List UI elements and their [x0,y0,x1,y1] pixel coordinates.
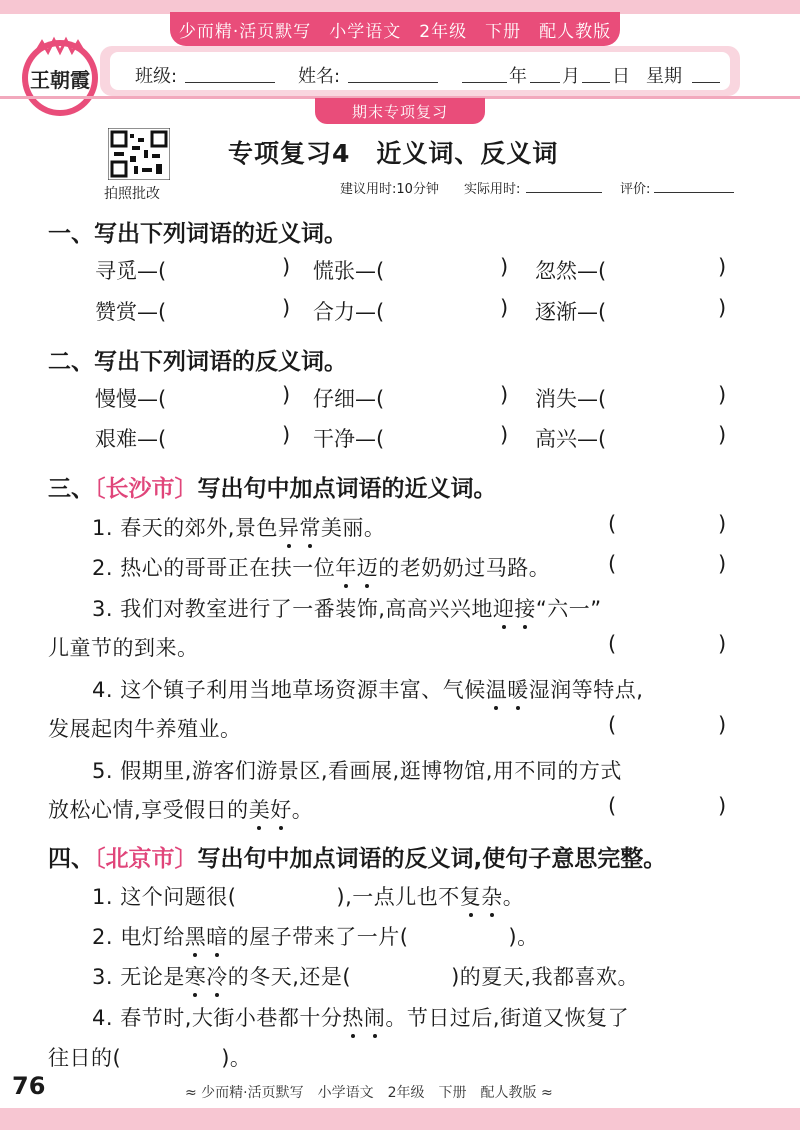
section-tab: 期末专项复习 [315,98,485,124]
page-title: 专项复习4 近义词、反义词 [228,139,559,168]
dotted-char: 接 [514,597,536,621]
section-4-prefix: 四、 [48,846,94,872]
dotted-char: 冷 [206,965,228,989]
class-label: 班级: [135,66,178,87]
s1-answer-close[interactable]: ) [500,296,509,320]
s3-answer-open[interactable]: ( [608,713,617,737]
section-1-title: 一、写出下列词语的近义词。 [48,221,347,247]
dotted-char: 异 [277,516,300,540]
s1-word: 逐渐—( [535,300,607,324]
dotted-word [493,597,536,621]
dotted-char: 热 [342,1006,364,1030]
s1-word: 赞赏—( [95,300,167,324]
class-field[interactable] [185,62,275,83]
s3-answer-open[interactable]: ( [608,794,617,818]
item-text: 放松心情,享受假日的 [48,798,249,822]
dotted-char: 温 [485,678,508,702]
name-field[interactable] [348,62,438,83]
section-3-instruction: 写出句中加点词语的近义词。 [197,476,497,502]
section-3-title [48,470,497,503]
rating-label: 评价: [620,182,651,197]
s4-item-2 [92,921,539,951]
dotted-word [249,798,292,822]
dotted-char: 迈 [356,556,379,580]
item-text: ),一点儿也不 [336,885,460,909]
weekday-field[interactable] [692,62,720,83]
dotted-char: 美 [248,798,271,822]
s3-answer-close[interactable]: ) [718,512,727,536]
s2-word: 高兴—( [535,427,607,451]
brand-logo [18,34,102,118]
item-text: 4. 春节时,大街小巷都十分 [92,1006,343,1030]
section-4-instruction: 写出句中加点词语的反义词,使句子意思完整。 [197,846,667,872]
item-text: 2. 电灯给 [92,925,185,949]
dotted-word [486,678,529,702]
s3-answer-open[interactable]: ( [608,512,617,536]
s2-word: 消失—( [535,387,607,411]
s1-answer-close[interactable]: ) [718,296,727,320]
qr-caption: 拍照批改 [104,186,160,202]
s2-answer-close[interactable]: ) [500,383,509,407]
section-4-title [48,840,666,873]
item-text: 的老奶奶过马路。 [378,556,551,580]
s1-answer-close[interactable]: ) [282,255,291,279]
s2-word: 慢慢—( [95,387,167,411]
item-text: 美丽。 [320,516,386,540]
dotted-char: 寒 [184,965,207,989]
item-text: )。 [221,1046,252,1070]
item-text: 1. 这个问题很( [92,885,237,909]
s4-item-1 [92,881,524,911]
actual-time-field[interactable] [526,178,602,193]
item-text: “六一” [535,597,602,621]
item-text: 。 [502,885,525,909]
month-field[interactable] [530,62,560,83]
dotted-word [460,885,503,909]
qr-code-icon[interactable] [108,128,170,180]
item-text: 4. 这个镇子利用当地草场资源丰富、气候 [92,678,486,702]
dotted-char: 杂 [481,885,503,909]
item-text: 的屋子带来了一片( [227,925,409,949]
page-number: 76 [12,1072,46,1100]
s1-answer-close[interactable]: ) [718,255,727,279]
section-3-prefix: 三、 [48,476,94,502]
s2-answer-close[interactable]: ) [282,383,291,407]
bottom-decor-band [0,1108,800,1130]
s4-item-3 [92,961,639,991]
item-text: 往日的( [48,1046,122,1070]
s3-item-3-cont: 儿童节的到来。 [48,636,199,660]
section-4-region-tag: 〔北京市〕 [94,846,198,872]
dotted-word [185,925,228,949]
s3-item-4-cont: 发展起肉牛养殖业。 [48,717,242,741]
s3-answer-close[interactable]: ) [718,552,727,576]
dotted-char: 常 [299,516,321,540]
month-label: 月 [562,66,580,87]
item-text: )。 [508,925,539,949]
weekday-label: 星期 [646,66,682,87]
dotted-char: 年 [335,556,357,580]
year-field[interactable] [462,62,507,83]
s1-answer-close[interactable]: ) [500,255,509,279]
dotted-word [278,516,321,540]
s3-answer-open[interactable]: ( [608,552,617,576]
item-text: 湿润等特点, [528,678,644,702]
day-field[interactable] [582,62,610,83]
dotted-word [342,1006,385,1030]
s1-word: 忽然—( [535,259,607,283]
item-text: )的夏天,我都喜欢。 [451,965,639,989]
brand-name: 王朝霞 [30,68,90,92]
s3-answer-close[interactable]: ) [718,794,727,818]
s3-item-2 [92,552,550,582]
s1-word: 慌张—( [313,259,385,283]
rating-field[interactable] [654,178,734,193]
s2-word: 干净—( [313,427,385,451]
item-text: 1. 春天的郊外,景色 [92,516,278,540]
section-2-title: 二、写出下列词语的反义词。 [48,349,347,375]
dotted-char: 复 [459,885,482,909]
s3-item-5: 5. 假期里,游客们游景区,看画展,逛博物馆,用不同的方式 [92,759,622,783]
dotted-word [335,556,378,580]
s2-answer-close[interactable]: ) [282,423,291,447]
s2-word: 艰难—( [95,427,167,451]
s3-item-4 [92,674,643,704]
s3-item-1 [92,512,385,542]
item-text: 的冬天,还是( [227,965,352,989]
s3-item-3 [92,593,602,623]
s4-item-4 [92,1002,629,1032]
suggested-time: 建议用时:10分钟 [340,182,439,197]
s4-item-4-cont [48,1042,251,1072]
s3-item-5-cont [48,794,313,824]
dotted-word [185,965,228,989]
dotted-char: 闹 [363,1006,386,1030]
dotted-char: 迎 [492,597,515,621]
s1-word: 合力—( [313,300,385,324]
item-text: 。 [291,798,314,822]
s1-word: 寻觅—( [95,259,167,283]
day-label: 日 [612,66,630,87]
dotted-char: 暗 [206,925,228,949]
actual-time-label: 实际用时: [464,182,521,197]
item-text: 。节日过后,街道又恢复了 [385,1006,630,1030]
footer-series: ≈ 少而精·活页默写 小学语文 2年级 下册 配人教版 ≈ [185,1085,553,1101]
dotted-char: 好 [270,798,292,822]
s2-word: 仔细—( [313,387,385,411]
year-label: 年 [509,66,527,87]
s2-answer-close[interactable]: ) [500,423,509,447]
dotted-char: 暖 [507,678,529,702]
s3-answer-open[interactable]: ( [608,632,617,656]
s3-answer-close[interactable]: ) [718,713,727,737]
series-banner: 少而精·活页默写 小学语文 2年级 下册 配人教版 [170,12,620,46]
s2-answer-close[interactable]: ) [718,383,727,407]
dotted-char: 黑 [184,925,207,949]
s3-answer-close[interactable]: ) [718,632,727,656]
s2-answer-close[interactable]: ) [718,423,727,447]
section-3-region-tag: 〔长沙市〕 [94,476,198,502]
item-text: 2. 热心的哥哥正在扶一位 [92,556,336,580]
s1-answer-close[interactable]: ) [282,296,291,320]
name-label: 姓名: [298,66,341,87]
item-text: 3. 无论是 [92,965,185,989]
item-text: 3. 我们对教室进行了一番装饰,高高兴兴地 [92,597,493,621]
